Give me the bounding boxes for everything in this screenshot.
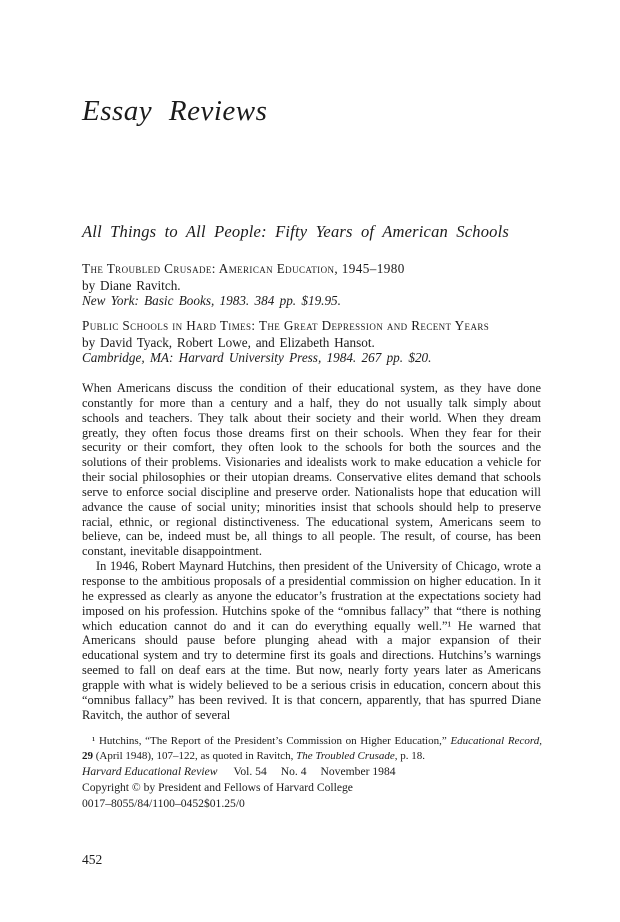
book-title-2: Public Schools in Hard Times: The Great Depression and Recent Years	[82, 318, 490, 334]
article-body	[82, 381, 541, 722]
review-title: All Things to All People: Fifty Years of American Schools	[82, 222, 510, 241]
book-title-1: The Troubled Crusade: American Education, 1945–1980	[82, 261, 405, 276]
footnote-journal-name: Educational Record,	[450, 735, 542, 747]
footnote	[82, 734, 542, 763]
body-paragraph-1: When Americans discuss the condition of their educational system, as they have done constantly for more than a century and a half, they do not usually talk simply about schools and teachers. They talk about their society and their world. When they dream greatly, they often focus those dreams first on their schools. When they fear for their security or their comfort, they often look to the schools for both the sources and the solutions of their problems. Visionaries and idealists work to make education a vehicle for their social philosophies or their utopian dreams. Conservative elites demand that schools serve to enforce social discipline and preserve order. Nationalists hope that education will advance the cause of social unity; minorities insist that schools should help to preserve racial, ethnic, or regional distinctiveness. The educational system, Americans seem to believe, can be, indeed must be, all things to all people. The result, of course, has been constant, inevitable disappointment.	[82, 381, 541, 559]
journal-masthead-line	[82, 764, 542, 780]
essay-reviews-heading: Essay Reviews	[82, 95, 268, 127]
footnote-volume: 29	[82, 749, 93, 762]
issn-code: 0017–8055/84/1100–0452$01.25/0	[82, 797, 245, 811]
footnote-text-2: (April 1948), 107–122, as quoted in Ravitch,	[93, 749, 297, 762]
footnote-text-1: ¹ Hutchins, “The Report of the President’s Commission on Higher Education,”	[92, 735, 451, 747]
journal-info	[82, 764, 542, 813]
body-paragraph-2: In 1946, Robert Maynard Hutchins, then president of the University of Chicago, wrote a response to the ambitious proposals of a presidential commission on higher education. In it he expressed as clearly as anyone the educator’s frustration at the expectations society had imposed on his profession. Hutchins spoke of the “omnibus fallacy” that “there is nothing which education cannot do and it can do everything equally well.”¹ He warned that Americans should pause before plunging ahead with a major expansion of their educational system and try to determine first its goals and directions. Hutchins’s warnings seemed to fall on deaf ears at the time. But now, nearly forty years later as Americans grapple with what is widely believed to be a serious crisis in education, concern about this “omnibus fallacy” has been revived. It is that concern, apparently, that has spurred Diane Ravitch, the author of several	[82, 559, 541, 722]
book-citation-1	[82, 261, 552, 309]
journal-title: Harvard Educational Review	[82, 765, 218, 778]
page-number: 452	[82, 852, 103, 867]
copyright-line: Copyright © by President and Fellows of Harvard College	[82, 781, 353, 795]
book-imprint-2: Cambridge, MA: Harvard University Press, 1984. 267 pp. $20.	[82, 350, 432, 366]
journal-issue: No. 4	[280, 765, 307, 778]
footnote-text-3: , p. 18.	[394, 749, 426, 762]
book-byline-2: by David Tyack, Robert Lowe, and Elizabeth Hansot.	[82, 334, 375, 350]
footnote-book-title: The Troubled Crusade	[296, 749, 395, 762]
journal-date: November 1984	[320, 765, 396, 778]
book-citation-2	[82, 318, 552, 366]
book-byline-1: by Diane Ravitch.	[82, 277, 181, 293]
journal-volume: Vol. 54	[233, 765, 267, 778]
book-imprint-1: New York: Basic Books, 1983. 384 pp. $19.95.	[82, 293, 341, 309]
book-citations	[82, 261, 552, 375]
